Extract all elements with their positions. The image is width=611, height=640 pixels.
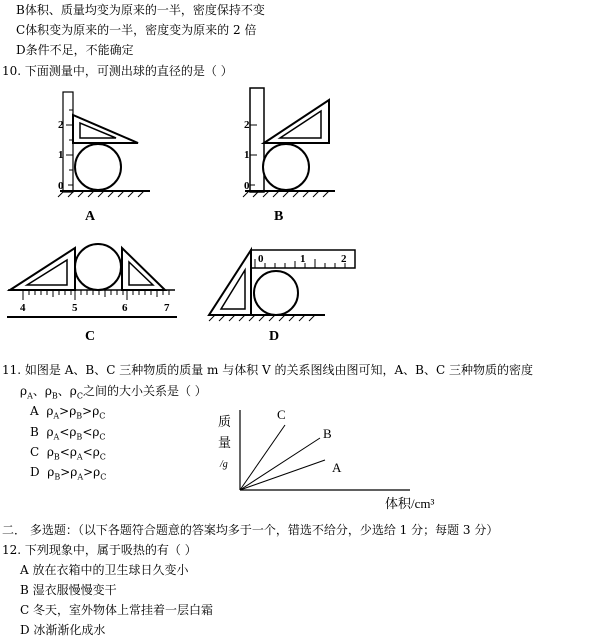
line-b-label: B <box>323 426 332 441</box>
y-label-2: 量 <box>218 435 232 450</box>
ruler-c-tick-4: 4 <box>20 302 26 314</box>
prev-option-b: B体积、质量均变为原来的一半，密度保持不变 <box>16 3 265 17</box>
q12-option-d: D 冰渐渐化成水 <box>20 623 106 637</box>
ruler-d-tick-2: 2 <box>341 253 347 265</box>
ruler-a-tick-0: 0 <box>58 180 64 192</box>
y-label-1: 质 <box>218 414 232 429</box>
q10-stem: 10. 下面测量中，可测出球的直径的是（ ） <box>2 64 233 78</box>
q11-option-c: C $\rho_B<\rho_A<\rho_C$ <box>30 445 106 462</box>
ruler-a-tick-2: 2 <box>58 119 64 131</box>
ruler-b-tick-1: 1 <box>244 149 250 161</box>
figure-c <box>5 240 180 350</box>
section-2-heading: 二． 多选题：（以下各题符合题意的答案均多于一个，错选不给分，少选给 1 分；每题 3 分） <box>2 523 499 537</box>
ruler-c-tick-5: 5 <box>72 302 78 314</box>
prev-option-d: D条件不足，不能确定 <box>16 43 134 57</box>
line-a <box>240 460 325 490</box>
line-b <box>240 438 320 490</box>
line-a-label: A <box>332 460 342 475</box>
q12-option-a: A 放在衣箱中的卫生球日久变小 <box>20 563 189 577</box>
figure-b <box>235 85 345 225</box>
figure-label-c: C <box>85 329 96 344</box>
line-c <box>240 425 285 490</box>
figure-label-a: A <box>85 209 96 224</box>
q11-option-b: B $\rho_A<\rho_B<\rho_C$ <box>30 425 106 442</box>
line-c-label: C <box>277 407 286 422</box>
ruler-d-tick-1: 1 <box>300 253 306 265</box>
q11-stem-line2: $\rho_A$、$\rho_B$、$\rho_C$之间的大小关系是（ ） <box>20 384 207 401</box>
ruler-c-tick-7: 7 <box>164 302 170 314</box>
figure-a <box>50 85 160 225</box>
ruler-b-tick-2: 2 <box>244 119 250 131</box>
prev-option-c: C体积变为原来的一半，密度变为原来的 2 倍 <box>16 23 257 37</box>
q12-option-b: B 湿衣服慢慢变干 <box>20 583 117 597</box>
ruler-a-tick-1: 1 <box>58 149 64 161</box>
ruler-d-tick-0: 0 <box>258 253 264 265</box>
y-unit: /g <box>220 459 228 470</box>
q11-stem: 11. 如图是 A、B、C 三种物质的质量 m 与体积 V 的关系图线由图可知，A、B、C 三种物质的密度 <box>2 363 533 377</box>
ruler-c-tick-6: 6 <box>122 302 128 314</box>
figure-label-d: D <box>269 329 280 344</box>
q12-stem: 12. 下列现象中，属于吸热的有（ ） <box>2 543 197 557</box>
x-label: 体积/cm³ <box>385 496 435 511</box>
q11-option-d: D $\rho_B>\rho_A>\rho_C$ <box>30 465 107 482</box>
figure-label-b: B <box>274 209 284 224</box>
figure-d <box>205 245 365 355</box>
q12-option-c: C 冬天，室外物体上常挂着一层白霜 <box>20 603 213 617</box>
mass-volume-graph <box>210 400 460 515</box>
ruler-b-tick-0: 0 <box>244 180 250 192</box>
q11-option-a: A $\rho_A>\rho_B>\rho_C$ <box>30 404 106 421</box>
